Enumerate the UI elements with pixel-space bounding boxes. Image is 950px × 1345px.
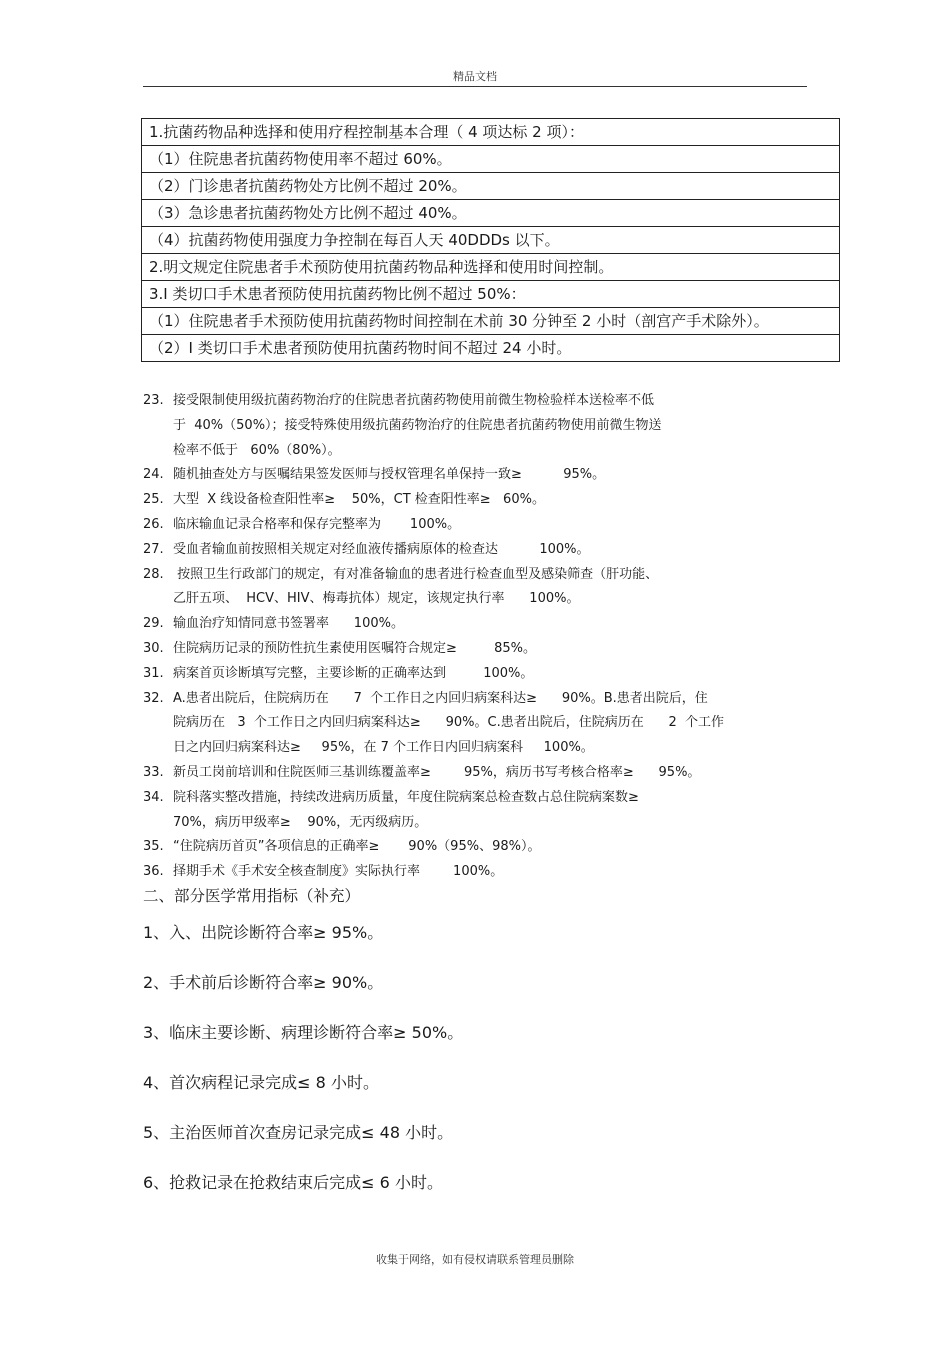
table-cell: （1）住院患者抗菌药物使用率不超过 60%。 [142, 146, 840, 173]
list-item [143, 463, 823, 488]
table-row [142, 173, 840, 200]
criteria-table [141, 118, 840, 362]
item-number: 36. [143, 864, 164, 880]
indicator-item: 4、首次病程记录完成≤ 8 小时。 [143, 1073, 379, 1092]
item-text [173, 513, 823, 538]
item-text [173, 488, 823, 513]
item-text [173, 538, 823, 563]
table-cell: （2）I 类切口手术患者预防使用抗菌药物时间不超过 24 小时。 [142, 335, 840, 362]
item-number: 35. [143, 839, 164, 855]
item-number: 29. [143, 616, 164, 632]
list-item [143, 637, 823, 662]
item-text-line: 受血者输血前按照相关规定对经血液传播病原体的检查达 100%。 [173, 541, 590, 557]
item-text-line: 临床输血记录合格率和保存完整率为 100%。 [173, 516, 461, 532]
item-text [173, 786, 823, 836]
page-footer-text: 收集于网络，如有侵权请联系管理员删除 [376, 1253, 574, 1266]
indicator-item: 1、入、出院诊断符合率≥ 95%。 [143, 923, 384, 942]
item-text [173, 612, 823, 637]
header-rule [143, 86, 807, 87]
item-text-line: 于 40%（50%）；接受特殊使用级抗菌药物治疗的住院患者抗菌药物使用前微生物送 [173, 417, 662, 433]
item-number: 27. [143, 541, 164, 557]
section-title: 二、部分医学常用指标（补充） [143, 887, 361, 905]
item-text-line: 输血治疗知情同意书签署率 100%。 [173, 616, 404, 632]
table-cell: （1）住院患者手术预防使用抗菌药物时间控制在术前 30 分钟至 2 小时（剖宫产手术除外）。 [142, 308, 840, 335]
item-text-line: 检率不低于 60%（80%）。 [173, 442, 341, 458]
item-text-line: 接受限制使用级抗菌药物治疗的住院患者抗菌药物使用前微生物检验样本送检率不低 [173, 393, 655, 408]
item-number: 34. [143, 789, 164, 805]
item-text [173, 662, 823, 687]
table-row [142, 200, 840, 227]
table-row [142, 281, 840, 308]
list-item [143, 563, 823, 613]
table-row [142, 335, 840, 362]
item-text-line: 院病历在 3 个工作日之内回归病案科达≥ 90%。C.患者出院后，住院病历在 2 个工作 [173, 715, 725, 731]
item-text-line: 病案首页诊断填写完整，主要诊断的正确率达到 100%。 [173, 665, 534, 681]
item-text [173, 761, 823, 786]
table-cell: 3.I 类切口手术患者预防使用抗菌药物比例不超过 50%： [142, 281, 840, 308]
item-number: 25. [143, 492, 164, 508]
indicator-list [143, 919, 463, 1219]
item-text-line: “住院病历首页”各项信息的正确率≥ 90%（95%、98%）。 [173, 839, 541, 855]
table-row [142, 146, 840, 173]
item-number: 30. [143, 640, 164, 656]
item-text-line: A.患者出院后，住院病历在 7 个工作日之内回归病案科达≥ 90%。B.患者出院后，住 [173, 690, 708, 706]
item-text [173, 637, 823, 662]
item-text-line: 大型 X 线设备检查阳性率≥ 50%，CT 检查阳性率≥ 60%。 [173, 492, 545, 508]
list-item [143, 860, 823, 885]
item-text-line: 按照卫生行政部门的规定，有对准备输血的患者进行检查血型及感染筛查（肝功能、 [173, 566, 659, 582]
item-text-line: 择期手术《手术安全核查制度》实际执行率 100%。 [173, 864, 504, 880]
item-text-line: 住院病历记录的预防性抗生素使用医嘱符合规定≥ 85%。 [173, 640, 536, 656]
item-text [173, 563, 823, 613]
item-text [173, 389, 823, 463]
table-row [142, 254, 840, 281]
item-number: 26. [143, 516, 164, 532]
list-item [143, 488, 823, 513]
item-number: 23. [143, 393, 164, 408]
item-number: 33. [143, 764, 164, 780]
item-text-line: 新员工岗前培训和住院医师三基训练覆盖率≥ 95%，病历书写考核合格率≥ 95%。 [173, 764, 701, 780]
item-text-line: 乙肝五项、 HCV、HIV、梅毒抗体）规定，该规定执行率 100%。 [173, 591, 580, 607]
table-row [142, 119, 840, 146]
item-text-line: 日之内回归病案科达≥ 95%，在 7 个工作日内回归病案科 100%。 [173, 740, 594, 756]
table-row [142, 308, 840, 335]
list-item [143, 662, 823, 687]
item-text [173, 835, 823, 860]
table-cell: （3）急诊患者抗菌药物处方比例不超过 40%。 [142, 200, 840, 227]
item-number: 31. [143, 665, 164, 681]
indicator-item: 5、主治医师首次查房记录完成≤ 48 小时。 [143, 1123, 454, 1142]
item-text-line: 院科落实整改措施，持续改进病历质量，年度住院病案总检查数占总住院病案数≥ [173, 789, 639, 805]
numbered-item-list [143, 389, 823, 885]
item-text-line: 70%，病历甲级率≥ 90%，无丙级病历。 [173, 814, 428, 830]
list-item [143, 538, 823, 563]
item-number: 28. [143, 566, 164, 582]
item-text [173, 687, 823, 761]
list-item [143, 612, 823, 637]
list-item [143, 687, 823, 761]
indicator-item: 2、手术前后诊断符合率≥ 90%。 [143, 973, 384, 992]
item-text [173, 463, 823, 488]
table-cell: 2.明文规定住院患者手术预防使用抗菌药物品种选择和使用时间控制。 [142, 254, 840, 281]
list-item [143, 761, 823, 786]
table-cell: （4）抗菌药物使用强度力争控制在每百人天 40DDDs 以下。 [142, 227, 840, 254]
list-item [143, 389, 823, 463]
item-text [173, 860, 823, 885]
item-number: 32. [143, 690, 164, 706]
table-cell: 1.抗菌药物品种选择和使用疗程控制基本合理（ 4 项达标 2 项）： [142, 119, 840, 146]
page-header-text: 精品文档 [453, 70, 497, 83]
list-item [143, 786, 823, 836]
indicator-item: 3、临床主要诊断、病理诊断符合率≥ 50%。 [143, 1023, 464, 1042]
table-row [142, 227, 840, 254]
item-text-line: 随机抽查处方与医嘱结果签发医师与授权管理名单保持一致≥ 95%。 [173, 467, 606, 483]
item-number: 24. [143, 467, 164, 483]
list-item [143, 835, 823, 860]
indicator-item: 6、抢救记录在抢救结束后完成≤ 6 小时。 [143, 1173, 443, 1192]
list-item [143, 513, 823, 538]
table-cell: （2）门诊患者抗菌药物处方比例不超过 20%。 [142, 173, 840, 200]
